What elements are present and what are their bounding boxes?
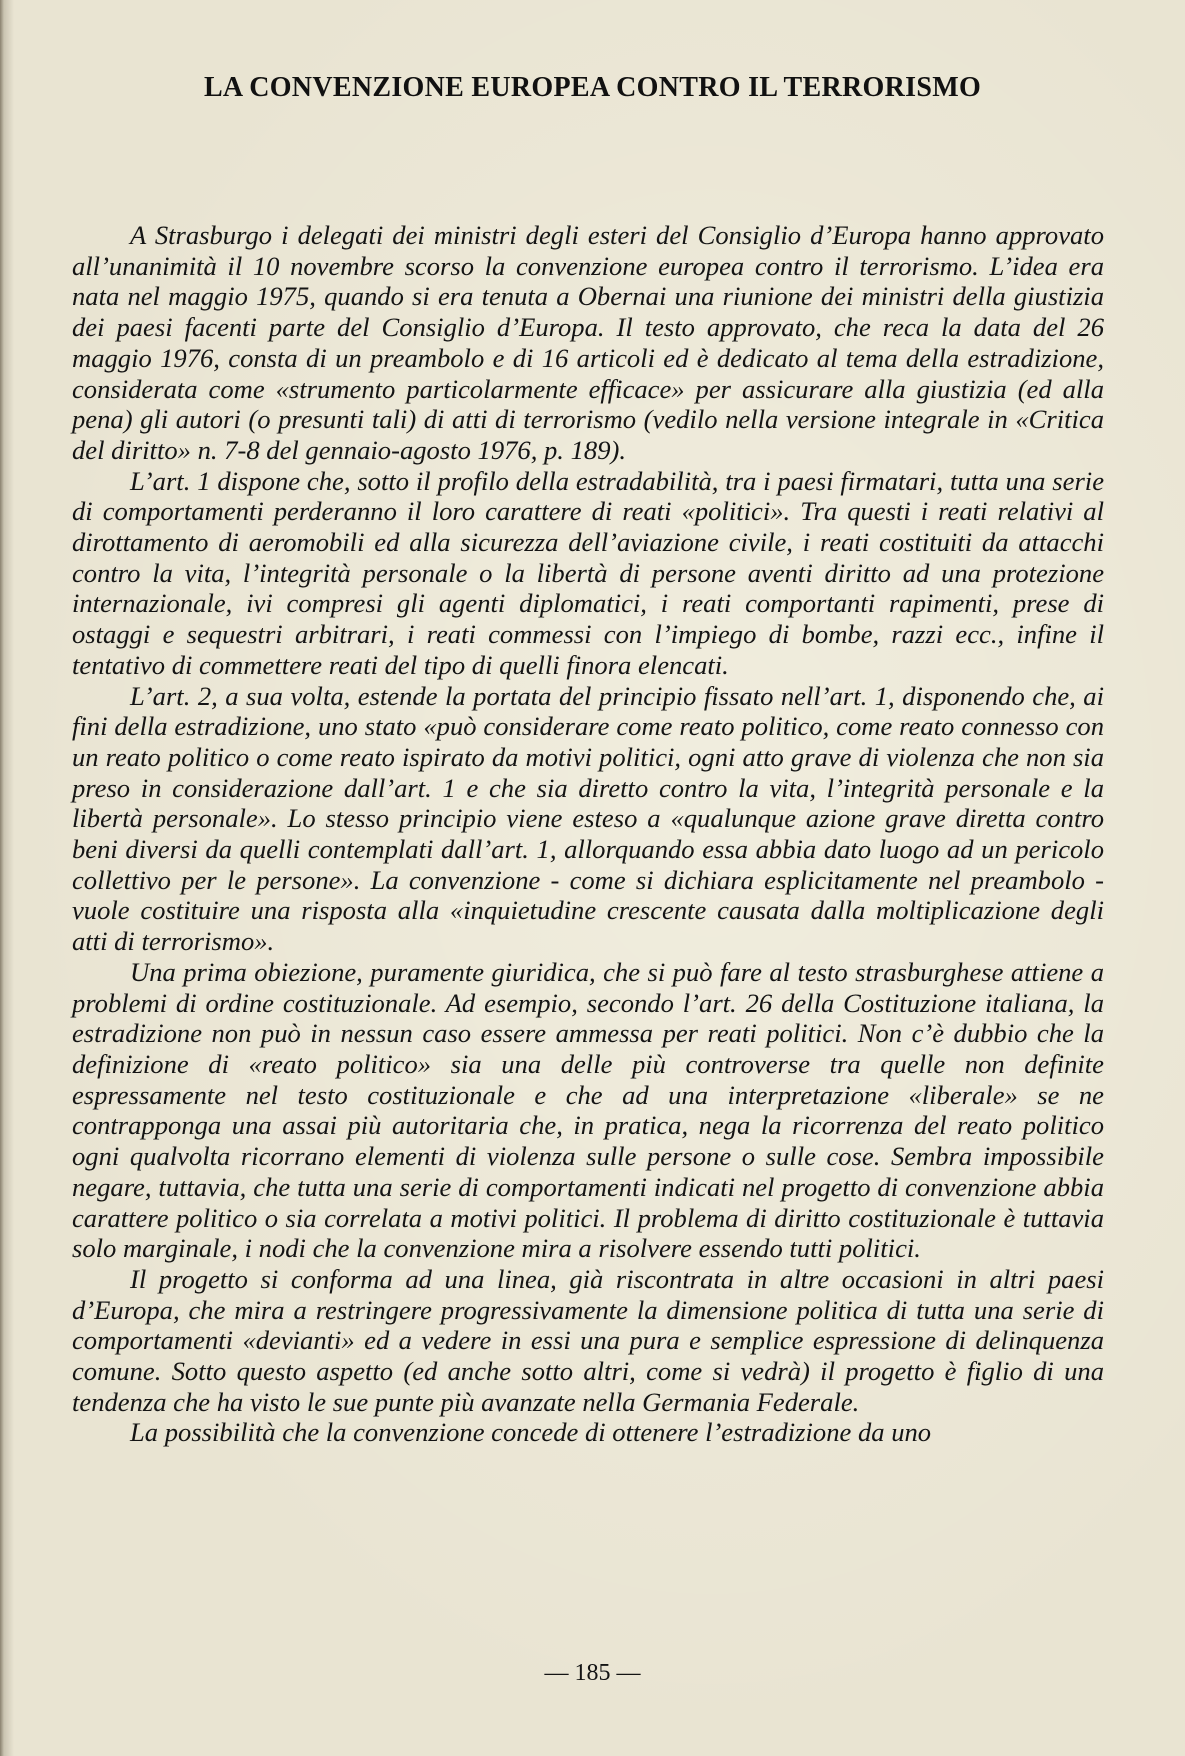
- paragraph: A Strasburgo i delegati dei ministri degli esteri del Consiglio d’Europa hanno approvato all’unanimità il 10 novembre scorso la convenzione europea contro il terrorismo. L’idea era nata nel maggio 1975, quando si era tenuta a Obernai una riunione dei ministri della giustizia dei paesi facenti parte del Consiglio d’Europa. Il testo approvato, che reca la data del 26 maggio 1976, consta di un preambolo e di 16 articoli ed è dedicato al tema della estradizione, considerata come «strumento particolarmente efficace» per assicurare alla giustizia (ed alla pena) gli autori (o presunti tali) di atti di terrorismo (vedilo nella versione integrale in «Critica del diritto» n. 7-8 del gennaio-agosto 1976, p. 189).: [72, 220, 1104, 465]
- paragraph: La possibilità che la convenzione concede di ottenere l’estradizione da uno: [130, 1417, 932, 1448]
- article-body: [72, 220, 1104, 1448]
- paragraph: Il progetto si conforma ad una linea, già riscontrata in altre occasioni in altri paesi d’Europa, che mira a restringere progressivamente la dimensione politica di tutta una serie di comportamenti «devianti» ed a vedere in essi una pura e semplice espressione di delinquenza comune. Sotto questo aspetto (ed anche sotto altri, come si vedrà) il progetto è figlio di una tendenza che ha visto le sue punte più avanzate nella Germania Federale.: [72, 1263, 1104, 1417]
- page-number: — 185 —: [544, 1660, 641, 1686]
- paragraph: Una prima obiezione, puramente giuridica, che si può fare al testo strasburghese attiene a problemi di ordine costituzionale. Ad esempio, secondo l’art. 26 della Costituzione italiana, la estradizione non può in nessun caso essere ammessa per reati politici. Non c’è dubbio che la definizione di «reato politico» sia una delle più controverse tra quelle non definite espressamente nel testo costituzionale e che ad una interpretazione «liberale» se ne contrapponga una assai più autoritaria che, in pratica, nega la ricorrenza del reato politico ogni qualvolta ricorrano elementi di violenza sulle persone o sulle cose. Sembra impossibile negare, tuttavia, che tutta una serie di comportamenti indicati nel progetto di convenzione abbia carattere politico o sia correlata a motivi politici. Il problema di diritto costituzionale è tuttavia solo marginale, i nodi che la convenzione mira a risolvere essendo tutti politici.: [72, 956, 1104, 1264]
- paragraph: L’art. 2, a sua volta, estende la portata del principio fissato nell’art. 1, disponendo che, ai fini della estradizione, uno stato «può considerare come reato politico, come reato connesso con un reato politico o come reato ispirato da motivi politici, ogni atto grave di violenza che non sia preso in considerazione dall’art. 1 e che sia diretto contro la vita, l’integrità personale e la libertà personale». Lo stesso principio viene esteso a «qualunque azione grave diretta contro beni diversi da quelli contemplati dall’art. 1, allorquando essa abbia dato luogo ad un pericolo collettivo per le persone». La convenzione - come si dichiara esplicitamente nel preambolo - vuole costituire una risposta alla «inquietudine crescente causata dalla moltiplicazione degli atti di terrorismo».: [72, 680, 1104, 957]
- paragraph: L’art. 1 dispone che, sotto il profilo della estradabilità, tra i paesi firmatari, tutta una serie di comportamenti perderanno il loro carattere di reati «politici». Tra questi i reati relativi al dirottamento di aeromobili ed alla sicurezza dell’aviazione civile, i reati costituiti da attacchi contro la vita, l’integrità personale o la libertà di persone aventi diritto ad una protezione internazionale, ivi compresi gli agenti diplomatici, i reati comportanti rapimenti, prese di ostaggi e sequestri arbitrari, i reati commessi con l’impiego di bombe, razzi ecc., infine il tentativo di commettere reati del tipo di quelli finora elencati.: [72, 465, 1104, 680]
- article-title: LA CONVENZIONE EUROPEA CONTRO IL TERRORISMO: [203, 72, 982, 103]
